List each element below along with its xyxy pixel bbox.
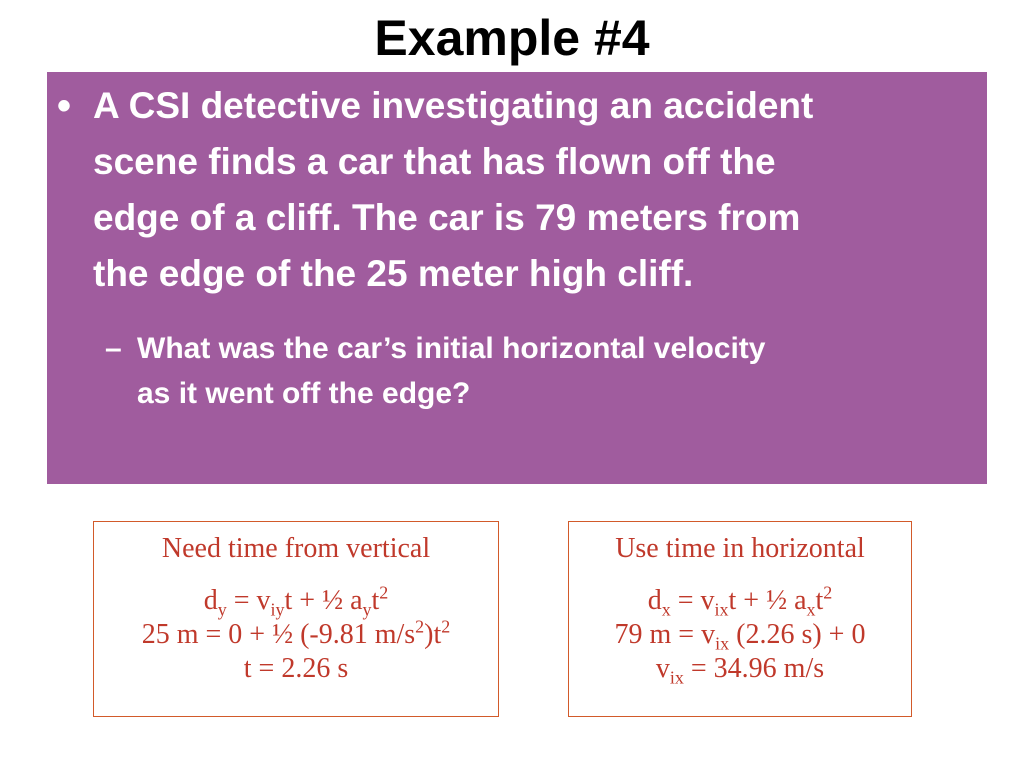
- problem-panel: [47, 72, 987, 484]
- horizontal-calculation-box: [568, 521, 912, 717]
- horizontal-equation-result: $v_{ix} = 34.96$ m/s: [655, 653, 825, 688]
- horizontal-equation-substituted: 79 $m = v_{ix}$ (2.26 s) + 0: [614, 619, 866, 654]
- problem-statement: A CSI detective investigating an accident scene finds a car that has flown off the edge of a cliff. The car is 79 meters from the edge of the 25 meter high cliff.: [93, 85, 814, 294]
- vertical-calculation-box: [93, 521, 499, 717]
- question-text: What was the car’s initial horizontal velocity as it went off the edge?: [137, 332, 766, 410]
- vertical-equation-substituted: 25 m = 0 + ½ (-9.81 $m/s^2)t^2$: [141, 616, 451, 650]
- vertical-equation-result: t = 2.26 s: [243, 653, 349, 684]
- horizontal-box-heading: Use time in horizontal: [615, 533, 865, 564]
- dash-marker: –: [105, 332, 122, 365]
- horizontal-equations: [569, 584, 911, 686]
- horizontal-equation-general: $d_x = v_{ix}t$ + ½ $a_xt^2$: [647, 582, 833, 620]
- slide-title: Example #4: [374, 10, 650, 66]
- bullet-marker: •: [57, 84, 72, 128]
- vertical-equations: [94, 584, 498, 686]
- vertical-equation-general: $d_y = v_{iy}t$ + ½ $a_yt^2$: [203, 582, 389, 620]
- vertical-box-heading: Need time from vertical: [161, 533, 431, 564]
